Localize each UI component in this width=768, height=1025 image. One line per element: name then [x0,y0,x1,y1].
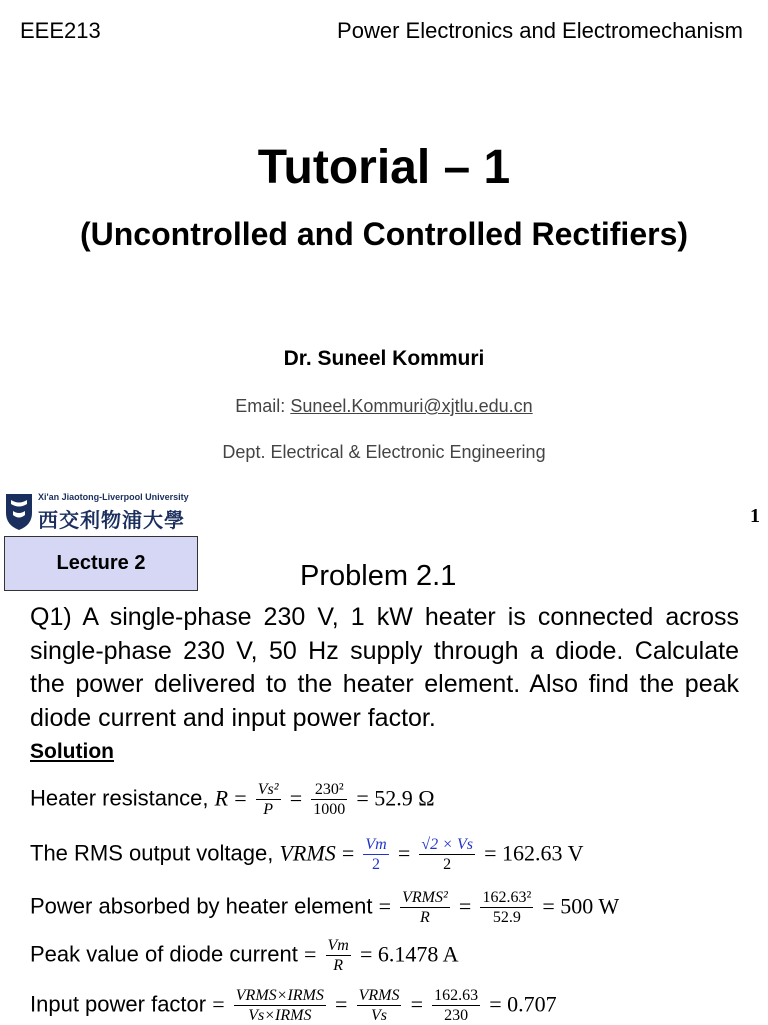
question-text: Q1) A single-phase 230 V, 1 kW heater is connected across single-phase 230 V, 50 Hz supply through a diode. Calculate the power delivered to the heater element. Also find the peak diode current and input power factor. [30,603,739,732]
page-number: 1 [750,505,760,527]
eq-power-absorbed: Power absorbed by heater element = $\frac{\text{VRMS²}}{R}$ = $\frac{\text{162.63²}}{52.9}$ = 500 W [30,889,620,926]
course-title: Power Electronics and Electromechanism [337,18,743,43]
university-crest-icon [4,491,34,531]
author-email-line [0,396,768,417]
tutorial-title: Tutorial – 1 [257,141,511,194]
eq-power-factor: Input power factor = $\frac{\text{VRMS×IRMS}}{\text{Vs×IRMS}}$ = $\frac{\text{VRMS}}{Vs}$ = $\frac{162.63}{230}$ = 0.707 [30,987,557,1024]
eq-rms-voltage: The RMS output voltage, VRMS = $\frac{Vm}{2}$ = $\frac{√2 \times Vs}{2}$ = 162.63 V [30,836,584,873]
university-logo [4,490,204,532]
lecture-badge: Lecture 2 [4,536,198,591]
course-code: EEE213 [20,18,101,43]
department: Dept. Electrical & Electronic Engineering [222,442,546,462]
problem-title: Problem 2.1 [300,560,457,592]
email-label: Email: [235,396,286,416]
logo-chinese-name: 西交利物浦大學 [38,508,185,532]
email-link[interactable]: Suneel.Kommuri@xjtlu.edu.cn [290,396,533,416]
author-name: Dr. Suneel Kommuri [283,347,485,370]
solution-heading: Solution [30,740,114,763]
logo-english-name: Xi'an Jiaotong-Liverpool University [38,492,189,502]
tutorial-subtitle: (Uncontrolled and Controlled Rectifiers) [79,216,689,252]
eq-heater-resistance: Heater resistance, R = $\frac{\text{Vs²}}{P}$ = $\frac{\text{230²}}{1000}$ = 52.9 Ω [30,781,435,818]
eq-peak-current: Peak value of diode current = $\frac{Vm}{R}$ = 6.1478 A [30,937,459,974]
